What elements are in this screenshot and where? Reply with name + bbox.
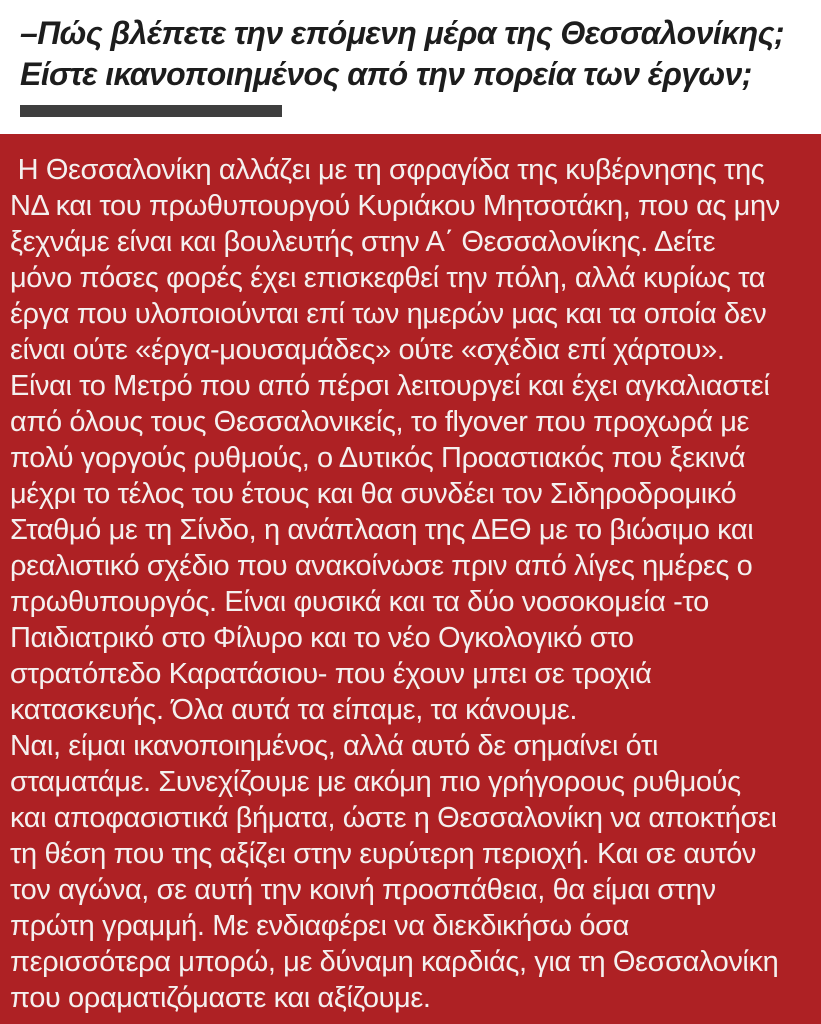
answer-line: πρώτη γραμμή. Με ενδιαφέρει να διεκδικήσω όσα xyxy=(10,909,629,942)
answer-line: τον αγώνα, σε αυτή την κοινή προσπάθεια, θα είμαι στην xyxy=(10,873,716,906)
answer-text-block xyxy=(10,152,813,1016)
answer-line: μόνο πόσες φορές έχει επισκεφθεί την πόλη, αλλά κυρίως τα xyxy=(10,261,766,294)
answer-line: περισσότερα μπορώ, με δύναμη καρδιάς, για τη Θεσσαλονίκη xyxy=(10,945,779,978)
answer-line: από όλους τους Θεσσαλονικείς, το flyover που προχωρά με xyxy=(10,405,750,438)
answer-line: έργα που υλοποιούνται επί των ημερών μας και τα οποία δεν xyxy=(10,297,767,330)
answer-line: ΝΔ και του πρωθυπουργού Κυριάκου Μητσοτάκη, που ας μην xyxy=(10,189,780,222)
interview-answer xyxy=(0,134,821,1024)
answer-line: ξεχνάμε είναι και βουλευτής στην Α΄ Θεσσαλονίκης. Δείτε xyxy=(10,225,716,258)
answer-line: στρατόπεδο Καρατάσιου- που έχουν μπει σε τροχιά xyxy=(10,657,652,690)
answer-line: κατασκευής. Όλα αυτά τα είπαμε, τα κάνουμε. xyxy=(10,693,578,726)
answer-line: ρεαλιστικό σχέδιο που ανακοίνωσε πριν από λίγες ημέρες ο xyxy=(10,549,753,582)
answer-line: που οραματιζόμαστε και αξίζουμε. xyxy=(10,981,431,1014)
divider-bar xyxy=(20,105,282,117)
answer-line: Είναι το Μετρό που από πέρσι λειτουργεί και έχει αγκαλιαστεί xyxy=(10,369,770,402)
answer-line: και αποφασιστικά βήματα, ώστε η Θεσσαλονίκη να αποκτήσει xyxy=(10,801,777,834)
interview-question xyxy=(0,0,821,95)
answer-line: μέχρι το τέλος του έτους και θα συνδέει τον Σιδηροδρομικό xyxy=(10,477,737,510)
question-line-1: –Πώς βλέπετε την επόμενη μέρα της Θεσσαλονίκης; xyxy=(20,15,785,51)
answer-line: πολύ γοργούς ρυθμούς, ο Δυτικός Προαστιακός που ξεκινά xyxy=(10,441,746,474)
answer-line: σταματάμε. Συνεχίζουμε με ακόμη πιο γρήγορους ρυθμούς xyxy=(10,765,741,798)
answer-line: είναι ούτε «έργα-μουσαμάδες» ούτε «σχέδια επί χάρτου». xyxy=(10,333,725,366)
question-line-2: Είστε ικανοποιημένος από την πορεία των έργων; xyxy=(20,56,752,92)
answer-line: Ναι, είμαι ικανοποιημένος, αλλά αυτό δε σημαίνει ότι xyxy=(10,729,659,762)
answer-line: πρωθυπουργός. Είναι φυσικά και τα δύο νοσοκομεία -το xyxy=(10,585,709,618)
answer-line: Η Θεσσαλονίκη αλλάζει με τη σφραγίδα της κυβέρνησης της xyxy=(10,153,765,186)
answer-line: Παιδιατρικό στο Φίλυρο και το νέο Ογκολογικό στο xyxy=(10,621,634,654)
answer-line: Σταθμό με τη Σίνδο, η ανάπλαση της ΔΕΘ με το βιώσιμο και xyxy=(10,513,754,546)
answer-line: τη θέση που της αξίζει στην ευρύτερη περιοχή. Και σε αυτόν xyxy=(10,837,757,870)
